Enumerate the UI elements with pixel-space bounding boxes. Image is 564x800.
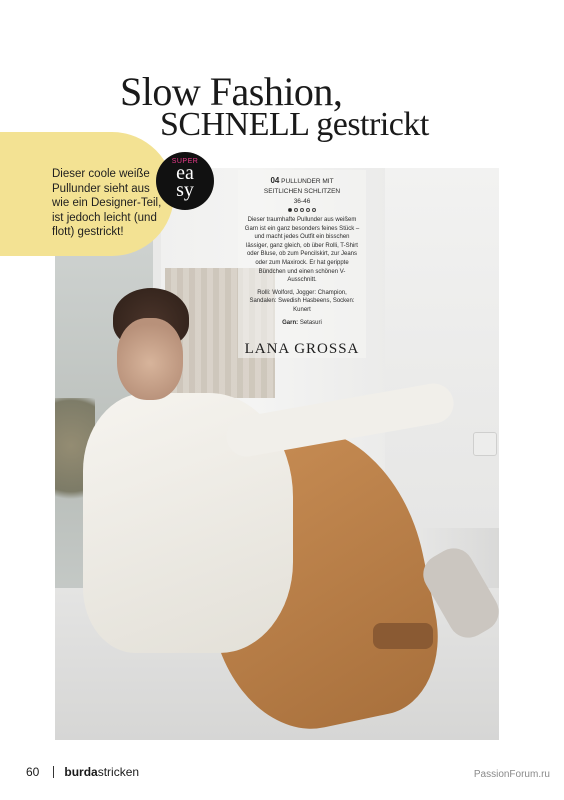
brand-logo: LANA GROSSA: [244, 341, 360, 358]
pattern-sizes: 36-46: [293, 198, 311, 205]
magazine-name-bold: burda: [64, 765, 98, 779]
model-head: [117, 318, 183, 400]
pattern-name-line-1: PULLUNDER MIT: [281, 178, 334, 185]
pattern-name-line-2: SEITLICHEN SCHLITZEN: [263, 188, 341, 195]
super-easy-badge: [156, 152, 214, 210]
badge-super: SUPER: [171, 158, 199, 165]
difficulty-dot: [312, 208, 316, 212]
headline-line-1: Slow Fashion,: [120, 69, 343, 114]
yarn-label: Garn:: [282, 319, 299, 326]
pattern-description: Dieser traumhafte Pullunder aus weißem Garn ist ein ganz besonders feines Stück – und macht jedes Outfit ein bisschen lässiger, ganz gleich, ob über Rolli, T-Shirt oder Bluse, ob zum Pencilskirt, zur Jeans oder zum Maxirock. Er hat gerippte Bündchen und einen schönen V-Ausschnitt.: [244, 217, 360, 284]
page-number: 60: [26, 765, 40, 779]
wall-outlet-icon: [473, 432, 497, 456]
pattern-title: [238, 176, 366, 197]
pattern-info-box: [238, 170, 366, 358]
footer-divider: [53, 766, 54, 778]
model-sandal: [373, 623, 433, 649]
page-footer: [26, 765, 139, 779]
yarn-value: Setasuri: [299, 319, 322, 326]
difficulty-rating: [238, 208, 366, 212]
difficulty-dot: [288, 208, 292, 212]
yarn-line: [244, 319, 360, 328]
pattern-number: 04: [270, 176, 280, 185]
photo-wall: [385, 168, 499, 528]
intro-text: Dieser coole weiße Pullunder sieht aus wie ein Designer-Teil, ist jedoch leicht (und flott) gestrickt!: [52, 168, 162, 238]
watermark: PassionForum.ru: [473, 769, 550, 780]
headline-line-2: SCHNELL gestrickt: [160, 106, 429, 143]
pattern-credits: Rolli: Wolford, Jogger: Champion, Sandalen: Swedish Hasbeens, Socken: Kunert: [249, 289, 355, 313]
badge-easy-bottom: sy: [176, 179, 194, 201]
difficulty-dot: [294, 208, 298, 212]
difficulty-dot: [306, 208, 310, 212]
difficulty-dot: [300, 208, 304, 212]
badge-easy-top: ea: [176, 162, 194, 184]
magazine-name-regular: stricken: [97, 765, 140, 779]
